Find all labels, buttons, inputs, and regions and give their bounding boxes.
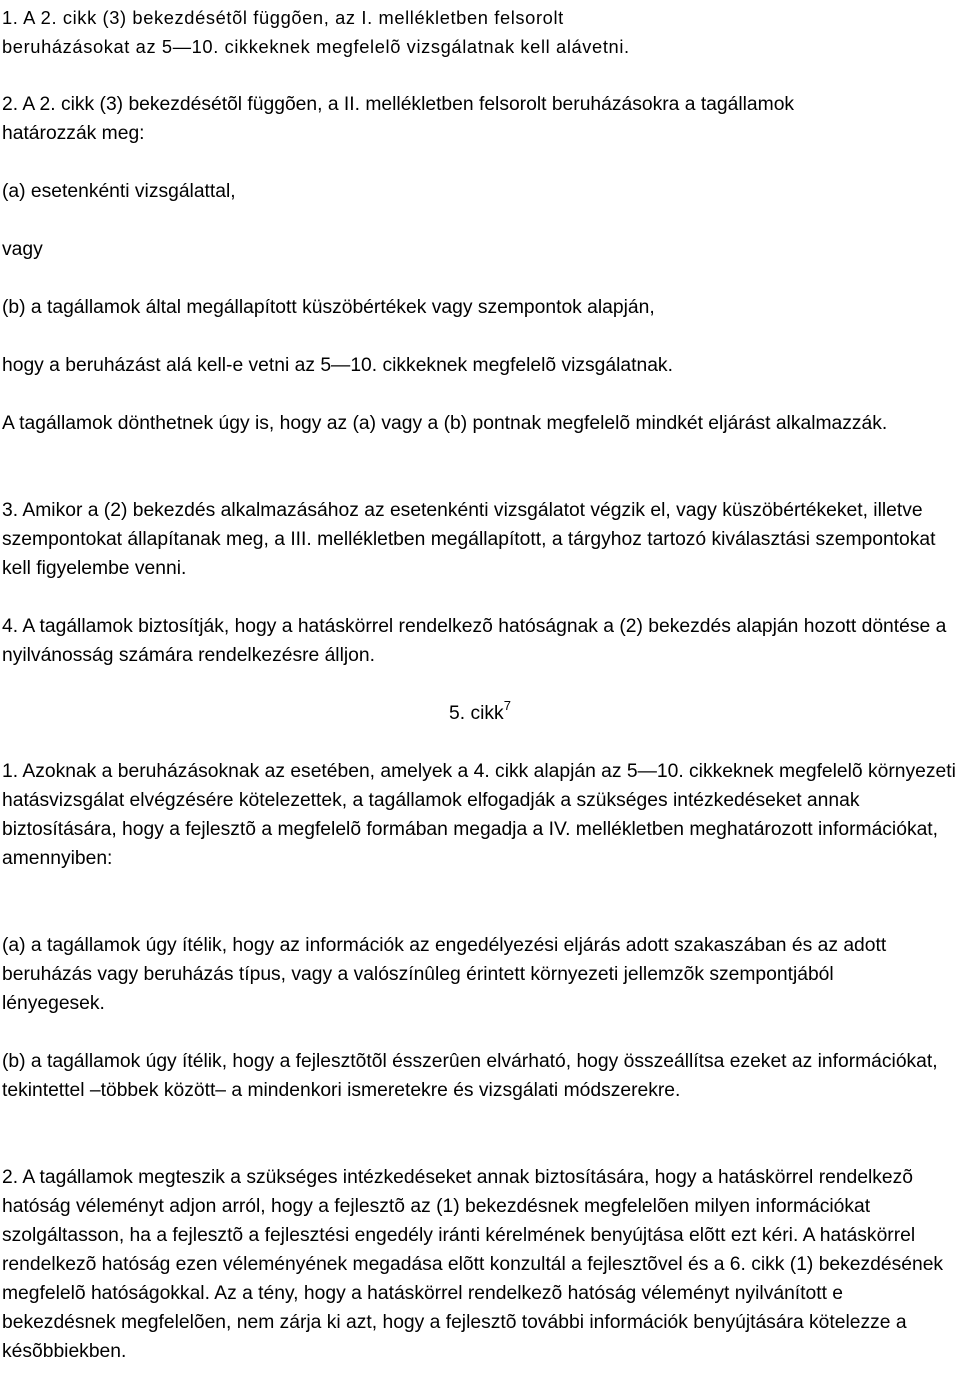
article-5-paragraph-1: 1. Azoknak a beruházásoknak az esetében, amelyek a 4. cikk alapján az 5—10. cikkeknek megfelelõ környezeti hatásvizsgálat elvégzésére kötelezettek, a tagállamok elfogadják a szükséges intézkedéseket annak biztosítására, hogy a fejlesztõ a megfelelõ formában megadja a IV. mellékletben meghatározott információkat, amennyiben: (2, 761, 956, 869)
paragraph-4: 4. A tagállamok biztosítják, hogy a hatáskörrel rendelkezõ hatóságnak a (2) bekezdés alapján hozott döntése a nyilvánosság számára rendelkezésre álljon. (2, 616, 947, 666)
article-heading-label: 5. cikk (449, 703, 504, 724)
article-heading (2, 699, 958, 728)
paragraph-2: 2. A 2. cikk (3) bekezdésétõl függõen, a II. mellékletben felsorolt beruházásokra a tagállamok határozzák meg: (2, 94, 795, 144)
paragraph-2-both: A tagállamok dönthetnek úgy is, hogy az (a) vagy a (b) pontnak megfelelõ mindkét eljárást alkalmazzák. (2, 413, 888, 434)
article-5-paragraph-1a: (a) a tagállamok úgy ítélik, hogy az információk az engedélyezési eljárás adott szakaszában és az adott beruházás vagy beruházás típus, vagy a valószínûleg érintett környezeti jellemzõk szempontjából lényegesek. (2, 935, 887, 1014)
paragraph-2-cont: hogy a beruházást alá kell-e vetni az 5—10. cikkeknek megfelelõ vizsgálatnak. (2, 355, 673, 376)
article-5-paragraph-2: 2. A tagállamok megteszik a szükséges intézkedéseket annak biztosítására, hogy a hatáskörrel rendelkezõ hatóság véleményt adjon arról, hogy a fejlesztõ az (1) bekezdésnek megfelelõen milyen információkat szolgáltasson, ha a fejlesztõ a fejlesztési engedély iránti kérelmének benyújtása elõtt ezt kéri. A hatáskörrel rendelkezõ hatóság ezen véleményének megadása elõtt konzultál a fejlesztõvel és a 6. cikk (1) bekezdésének megfelelõ hatóságokkal. Az a tény, hogy a hatáskörrel rendelkezõ hatóság véleményt nyilvánított e bekezdésnek megfelelõen, nem zárja ki azt, hogy a fejlesztõ további információk benyújtására kötelezze a késõbbiekben. (2, 1167, 944, 1362)
paragraph-or: vagy (2, 239, 43, 260)
paragraph-3: 3. Amikor a (2) bekezdés alkalmazásához az esetenkénti vizsgálatot végzik el, vagy küszöbértékeket, illetve szempontokat állapítanak meg, a III. mellékletben megállapított, a tárgyhoz tartozó kiválasztási szempontokat kell figyelembe venni. (2, 500, 936, 579)
article-heading-footnote: 7 (503, 697, 511, 713)
paragraph-2b: (b) a tagállamok által megállapított küszöbértékek vagy szempontok alapján, (2, 297, 655, 318)
paragraph-2a: (a) esetenkénti vizsgálattal, (2, 181, 236, 202)
paragraph-1: 1. A 2. cikk (3) bekezdésétõl függõen, az I. mellékletben felsorolt beruházásokat az 5—10. cikkeknek megfelelõ vizsgálatnak kell alávetni. (2, 7, 630, 57)
article-5-paragraph-1b: (b) a tagállamok úgy ítélik, hogy a fejlesztõtõl ésszerûen elvárható, hogy összeállítsa ezeket az információkat, tekintettel –többek között– a mindenkori ismeretekre és vizsgálati módszerekre. (2, 1051, 938, 1101)
